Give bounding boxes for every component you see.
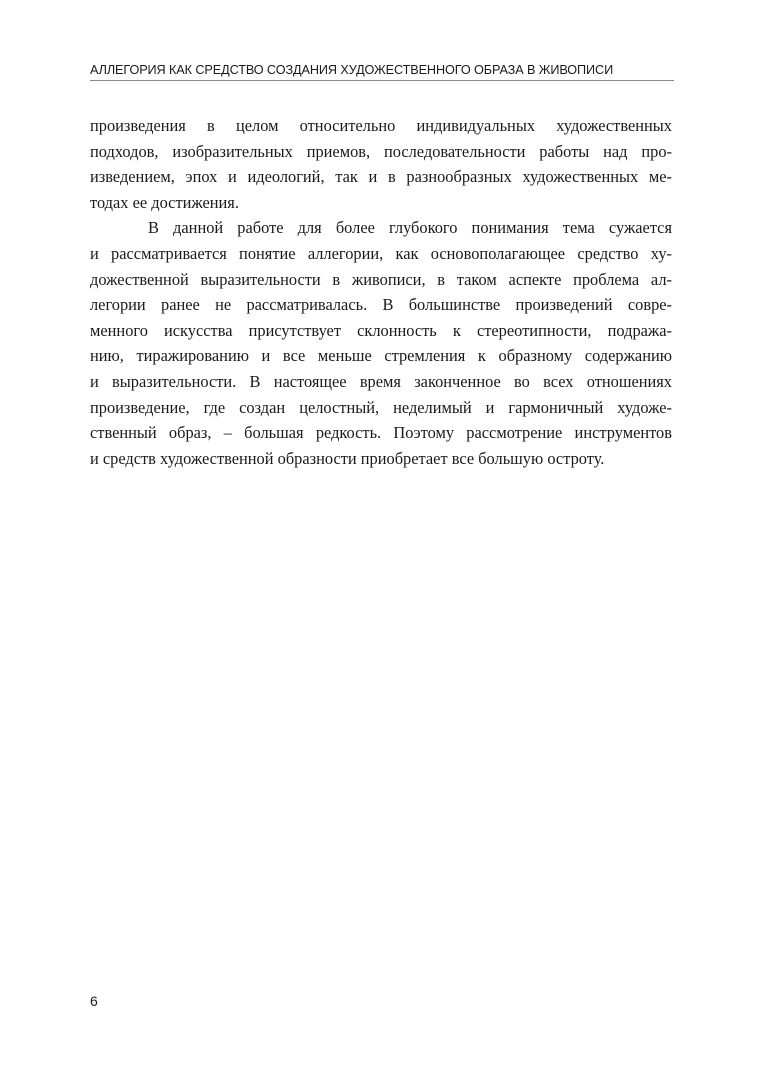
body-text [90,113,672,471]
text-line: легории ранее не рассматривалась. В большинстве произведений совре- [90,295,672,315]
text-line: ственный образ, – большая редкость. Поэтому рассмотрение инструментов [90,423,672,443]
text-line: тодах ее достижения. [90,192,239,212]
text-line: менного искусства присутствует склонность к стереотипности, подража- [90,320,672,340]
text-line: подходов, изобразительных приемов, последовательности работы над про- [90,141,672,161]
running-header: АЛЛЕГОРИЯ КАК СРЕДСТВО СОЗДАНИЯ ХУДОЖЕСТВЕННОГО ОБРАЗА В ЖИВОПИСИ [90,62,614,77]
text-line: и рассматривается понятие аллегории, как основополагающее средство ху- [90,243,672,263]
text-line: изведением, эпох и идеологий, так и в разнообразных художественных ме- [90,167,672,187]
paragraph-continuation [90,113,672,215]
text-line: дожественной выразительности в живописи, в таком аспекте проблема ал- [90,269,672,289]
page-number: 6 [90,993,98,1009]
text-line: и средств художественной образности приобретает все большую остроту. [90,448,605,468]
text-line: нию, тиражированию и все меньше стремления к образному содержанию [90,346,672,366]
text-line: произведение, где создан целостный, неделимый и гармоничный художе- [90,397,672,417]
header-rule [90,80,674,81]
text-line: и выразительности. В настоящее время законченное во всех отношениях [90,371,672,391]
text-line: произведения в целом относительно индивидуальных художественных [90,116,672,135]
text-line: В данной работе для более глубокого понимания тема сужается [148,218,672,238]
paragraph-main [90,215,672,471]
